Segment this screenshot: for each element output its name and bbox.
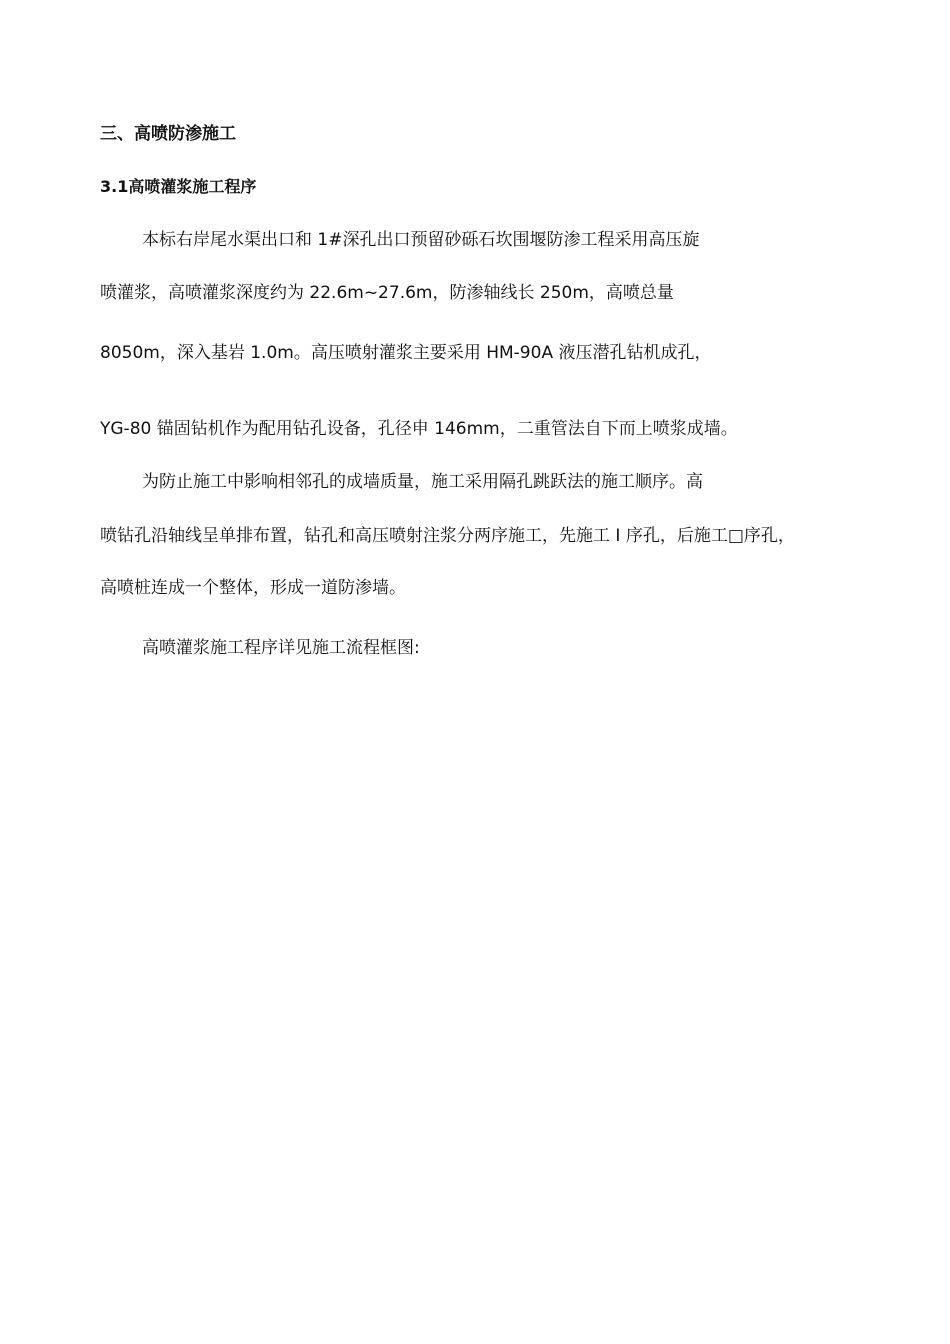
paragraph-2-line-3: 高喷桩连成一个整体，形成一道防渗墙。: [100, 578, 406, 598]
paragraph-1-line-4: YG-80 锚固钻机作为配用钻孔设备，孔径申 146mm，二重管法自下而上喷浆成墙。: [100, 419, 738, 439]
paragraph-2-line-1: 为防止施工中影响相邻孔的成墙质量，施工采用隔孔跳跃法的施工顺序。高: [142, 472, 703, 492]
paragraph-2-line-2: 喷钻孔沿轴线呈单排布置，钻孔和高压喷射注浆分两序施工，先施工 I 序孔，后施工□序孔，: [100, 526, 795, 546]
paragraph-1-line-2: 喷灌浆，高喷灌浆深度约为 22.6m~27.6m，防渗轴线长 250m，高喷总量: [100, 283, 674, 303]
subsection-title: 3.1高喷灌浆施工程序: [100, 177, 257, 196]
section-title: 三、高喷防渗施工: [100, 124, 236, 144]
paragraph-1-line-1: 本标右岸尾水渠出口和 1#深孔出口预留砂砾石坎围堰防渗工程采用高压旋: [142, 230, 700, 250]
paragraph-3-line-1: 高喷灌浆施工程序详见施工流程框图:: [142, 638, 420, 658]
paragraph-1-line-3: 8050m，深入基岩 1.0m。高压喷射灌浆主要采用 HM-90A 液压潜孔钻机成孔，: [100, 343, 712, 363]
